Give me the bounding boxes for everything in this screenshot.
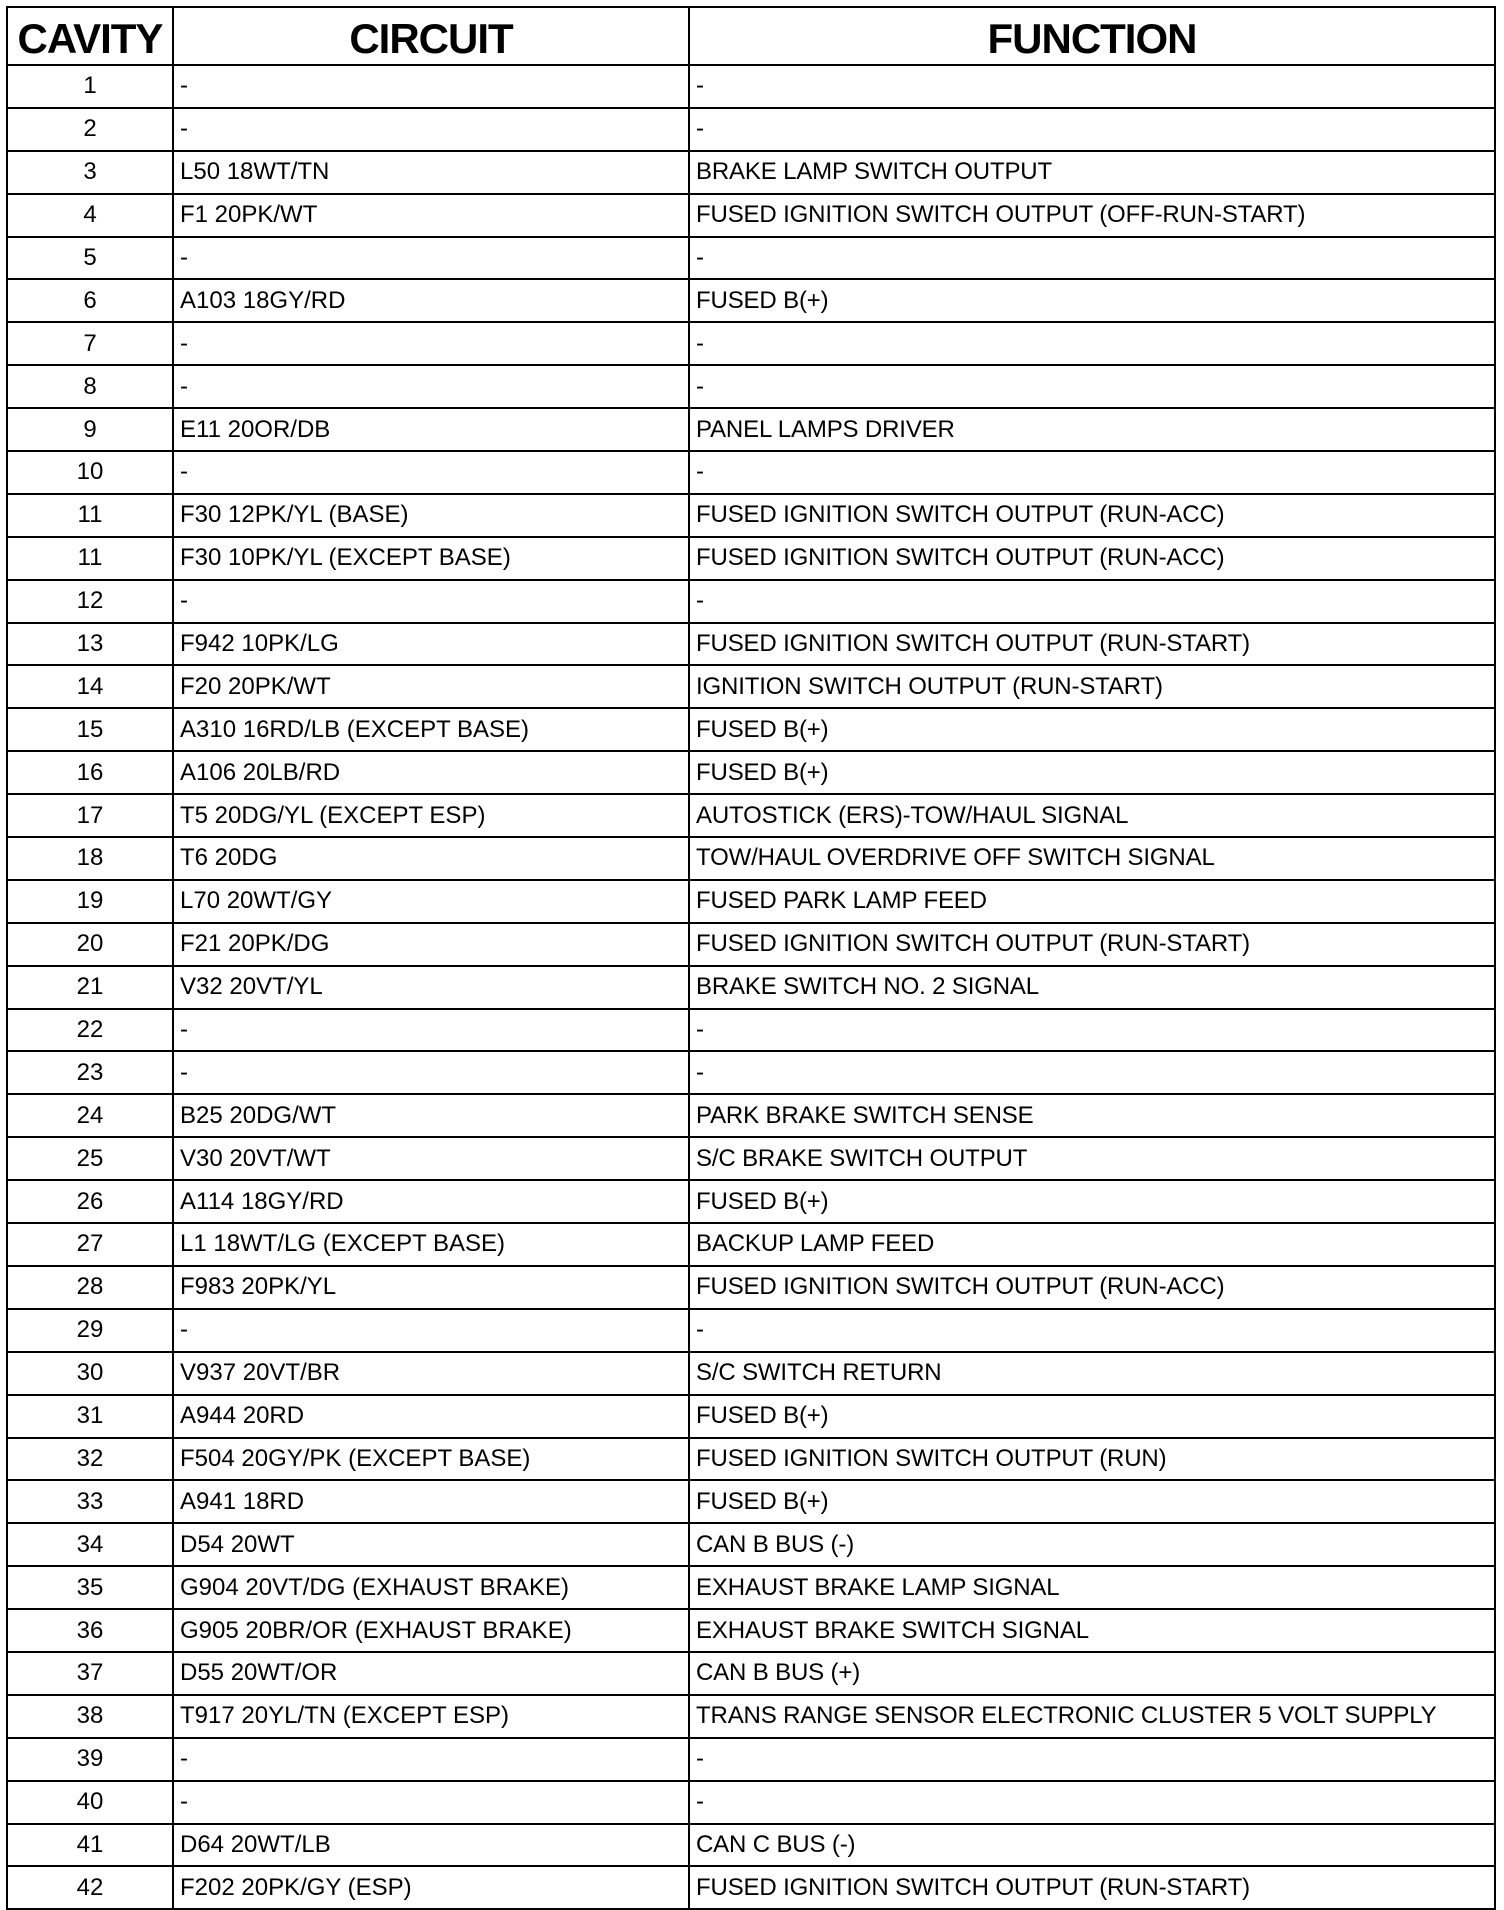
function-cell: FUSED IGNITION SWITCH OUTPUT (RUN-START) (689, 623, 1495, 666)
circuit-cell: V30 20VT/WT (173, 1137, 689, 1180)
table-row (7, 1738, 1495, 1781)
table-row (7, 966, 1495, 1009)
table-row (7, 880, 1495, 923)
function-cell: BACKUP LAMP FEED (689, 1223, 1495, 1266)
circuit-cell: A944 20RD (173, 1395, 689, 1438)
function-cell: FUSED B(+) (689, 751, 1495, 794)
circuit-cell: T6 20DG (173, 837, 689, 880)
circuit-cell: A114 18GY/RD (173, 1180, 689, 1223)
function-cell: - (689, 65, 1495, 108)
circuit-cell: - (173, 580, 689, 623)
cavity-cell: 35 (7, 1566, 173, 1609)
function-cell: PARK BRAKE SWITCH SENSE (689, 1094, 1495, 1137)
cavity-cell: 22 (7, 1009, 173, 1052)
table-row (7, 1009, 1495, 1052)
circuit-cell: L1 18WT/LG (EXCEPT BASE) (173, 1223, 689, 1266)
cavity-cell: 23 (7, 1051, 173, 1094)
table-row (7, 1652, 1495, 1695)
function-cell: FUSED B(+) (689, 1395, 1495, 1438)
function-cell: EXHAUST BRAKE LAMP SIGNAL (689, 1566, 1495, 1609)
cavity-cell: 19 (7, 880, 173, 923)
table-row (7, 1866, 1495, 1909)
circuit-cell: - (173, 322, 689, 365)
circuit-cell: - (173, 1738, 689, 1781)
function-cell: FUSED B(+) (689, 1180, 1495, 1223)
function-cell: - (689, 451, 1495, 494)
cavity-cell: 16 (7, 751, 173, 794)
cavity-cell: 18 (7, 837, 173, 880)
function-cell: BRAKE LAMP SWITCH OUTPUT (689, 151, 1495, 194)
function-cell: TOW/HAUL OVERDRIVE OFF SWITCH SIGNAL (689, 837, 1495, 880)
table-row (7, 1051, 1495, 1094)
circuit-cell: G904 20VT/DG (EXHAUST BRAKE) (173, 1566, 689, 1609)
table-row (7, 1223, 1495, 1266)
function-cell: S/C SWITCH RETURN (689, 1352, 1495, 1395)
function-cell: FUSED IGNITION SWITCH OUTPUT (RUN) (689, 1438, 1495, 1481)
circuit-cell: A941 18RD (173, 1480, 689, 1523)
circuit-cell: T917 20YL/TN (EXCEPT ESP) (173, 1695, 689, 1738)
cavity-cell: 27 (7, 1223, 173, 1266)
table-row (7, 108, 1495, 151)
function-cell: FUSED IGNITION SWITCH OUTPUT (OFF-RUN-START) (689, 194, 1495, 237)
circuit-cell: F21 20PK/DG (173, 923, 689, 966)
circuit-cell: D54 20WT (173, 1523, 689, 1566)
cavity-cell: 15 (7, 708, 173, 751)
circuit-cell: A106 20LB/RD (173, 751, 689, 794)
header-row (7, 7, 1495, 65)
cavity-cell: 36 (7, 1609, 173, 1652)
circuit-cell: F983 20PK/YL (173, 1266, 689, 1309)
function-cell: - (689, 1009, 1495, 1052)
table-row (7, 1609, 1495, 1652)
table-row (7, 1566, 1495, 1609)
function-cell: IGNITION SWITCH OUTPUT (RUN-START) (689, 665, 1495, 708)
cavity-cell: 20 (7, 923, 173, 966)
function-cell: FUSED IGNITION SWITCH OUTPUT (RUN-ACC) (689, 1266, 1495, 1309)
function-cell: - (689, 1738, 1495, 1781)
table-row (7, 1695, 1495, 1738)
table-row (7, 1266, 1495, 1309)
function-cell: CAN B BUS (+) (689, 1652, 1495, 1695)
cavity-cell: 1 (7, 65, 173, 108)
table-row (7, 237, 1495, 280)
cavity-cell: 13 (7, 623, 173, 666)
circuit-cell: B25 20DG/WT (173, 1094, 689, 1137)
table-row (7, 665, 1495, 708)
circuit-cell: D64 20WT/LB (173, 1824, 689, 1867)
table-row (7, 65, 1495, 108)
table-row (7, 365, 1495, 408)
cavity-cell: 12 (7, 580, 173, 623)
table-row (7, 580, 1495, 623)
table-row (7, 1824, 1495, 1867)
function-cell: BRAKE SWITCH NO. 2 SIGNAL (689, 966, 1495, 1009)
cavity-cell: 4 (7, 194, 173, 237)
cavity-cell: 11 (7, 494, 173, 537)
cavity-cell: 40 (7, 1781, 173, 1824)
function-cell: - (689, 1051, 1495, 1094)
circuit-cell: - (173, 1309, 689, 1352)
table-row (7, 1180, 1495, 1223)
circuit-cell: - (173, 237, 689, 280)
table-body (7, 65, 1495, 1909)
circuit-cell: V32 20VT/YL (173, 966, 689, 1009)
circuit-column-header: CIRCUIT (173, 7, 689, 65)
cavity-cell: 30 (7, 1352, 173, 1395)
circuit-cell: L50 18WT/TN (173, 151, 689, 194)
cavity-cell: 33 (7, 1480, 173, 1523)
table-row (7, 151, 1495, 194)
function-cell: AUTOSTICK (ERS)-TOW/HAUL SIGNAL (689, 794, 1495, 837)
circuit-cell: - (173, 1051, 689, 1094)
function-cell: FUSED IGNITION SWITCH OUTPUT (RUN-START) (689, 923, 1495, 966)
cavity-cell: 10 (7, 451, 173, 494)
table-row (7, 194, 1495, 237)
table-row (7, 751, 1495, 794)
cavity-cell: 32 (7, 1438, 173, 1481)
circuit-cell: - (173, 65, 689, 108)
function-column-header: FUNCTION (689, 7, 1495, 65)
function-cell: - (689, 108, 1495, 151)
function-cell: S/C BRAKE SWITCH OUTPUT (689, 1137, 1495, 1180)
cavity-cell: 9 (7, 408, 173, 451)
table-row (7, 279, 1495, 322)
circuit-cell: A103 18GY/RD (173, 279, 689, 322)
table-row (7, 623, 1495, 666)
cavity-cell: 5 (7, 237, 173, 280)
circuit-cell: F942 10PK/LG (173, 623, 689, 666)
cavity-column-header: CAVITY (7, 7, 173, 65)
cavity-cell: 34 (7, 1523, 173, 1566)
table-row (7, 708, 1495, 751)
cavity-cell: 26 (7, 1180, 173, 1223)
cavity-cell: 11 (7, 537, 173, 580)
circuit-cell: V937 20VT/BR (173, 1352, 689, 1395)
cavity-cell: 25 (7, 1137, 173, 1180)
circuit-cell: L70 20WT/GY (173, 880, 689, 923)
circuit-cell: - (173, 1781, 689, 1824)
function-cell: FUSED B(+) (689, 279, 1495, 322)
table-row (7, 537, 1495, 580)
table-row (7, 923, 1495, 966)
function-cell: FUSED IGNITION SWITCH OUTPUT (RUN-ACC) (689, 494, 1495, 537)
table-header (7, 7, 1495, 65)
table-row (7, 794, 1495, 837)
circuit-cell: - (173, 1009, 689, 1052)
function-cell: - (689, 1781, 1495, 1824)
function-cell: CAN C BUS (-) (689, 1824, 1495, 1867)
table-row (7, 408, 1495, 451)
cavity-cell: 14 (7, 665, 173, 708)
circuit-cell: F30 10PK/YL (EXCEPT BASE) (173, 537, 689, 580)
function-cell: - (689, 365, 1495, 408)
table-row (7, 837, 1495, 880)
cavity-cell: 6 (7, 279, 173, 322)
function-cell: FUSED B(+) (689, 708, 1495, 751)
circuit-cell: F20 20PK/WT (173, 665, 689, 708)
table-row (7, 1523, 1495, 1566)
circuit-cell: A310 16RD/LB (EXCEPT BASE) (173, 708, 689, 751)
circuit-cell: F1 20PK/WT (173, 194, 689, 237)
circuit-cell: F504 20GY/PK (EXCEPT BASE) (173, 1438, 689, 1481)
cavity-cell: 8 (7, 365, 173, 408)
function-cell: FUSED IGNITION SWITCH OUTPUT (RUN-ACC) (689, 537, 1495, 580)
circuit-cell: - (173, 365, 689, 408)
function-cell: FUSED B(+) (689, 1480, 1495, 1523)
cavity-cell: 17 (7, 794, 173, 837)
cavity-cell: 2 (7, 108, 173, 151)
table-row (7, 494, 1495, 537)
function-cell: - (689, 1309, 1495, 1352)
cavity-cell: 28 (7, 1266, 173, 1309)
function-cell: FUSED PARK LAMP FEED (689, 880, 1495, 923)
cavity-cell: 29 (7, 1309, 173, 1352)
circuit-cell: F30 12PK/YL (BASE) (173, 494, 689, 537)
function-cell: - (689, 322, 1495, 365)
table-row (7, 322, 1495, 365)
cavity-cell: 3 (7, 151, 173, 194)
cavity-cell: 37 (7, 1652, 173, 1695)
table-row (7, 451, 1495, 494)
cavity-cell: 21 (7, 966, 173, 1009)
table-row (7, 1395, 1495, 1438)
circuit-cell: F202 20PK/GY (ESP) (173, 1866, 689, 1909)
circuit-cell: T5 20DG/YL (EXCEPT ESP) (173, 794, 689, 837)
cavity-cell: 39 (7, 1738, 173, 1781)
connector-pinout-table (6, 6, 1496, 1910)
table-row (7, 1480, 1495, 1523)
cavity-cell: 24 (7, 1094, 173, 1137)
table-row (7, 1438, 1495, 1481)
cavity-cell: 31 (7, 1395, 173, 1438)
table-row (7, 1352, 1495, 1395)
cavity-cell: 41 (7, 1824, 173, 1867)
function-cell: - (689, 237, 1495, 280)
circuit-cell: - (173, 451, 689, 494)
table-row (7, 1309, 1495, 1352)
cavity-cell: 7 (7, 322, 173, 365)
function-cell: PANEL LAMPS DRIVER (689, 408, 1495, 451)
function-cell: - (689, 580, 1495, 623)
function-cell: CAN B BUS (-) (689, 1523, 1495, 1566)
cavity-cell: 38 (7, 1695, 173, 1738)
circuit-cell: - (173, 108, 689, 151)
function-cell: TRANS RANGE SENSOR ELECTRONIC CLUSTER 5 VOLT SUPPLY (689, 1695, 1495, 1738)
circuit-cell: D55 20WT/OR (173, 1652, 689, 1695)
function-cell: EXHAUST BRAKE SWITCH SIGNAL (689, 1609, 1495, 1652)
circuit-cell: E11 20OR/DB (173, 408, 689, 451)
table-row (7, 1137, 1495, 1180)
function-cell: FUSED IGNITION SWITCH OUTPUT (RUN-START) (689, 1866, 1495, 1909)
table-row (7, 1781, 1495, 1824)
circuit-cell: G905 20BR/OR (EXHAUST BRAKE) (173, 1609, 689, 1652)
table-row (7, 1094, 1495, 1137)
cavity-cell: 42 (7, 1866, 173, 1909)
